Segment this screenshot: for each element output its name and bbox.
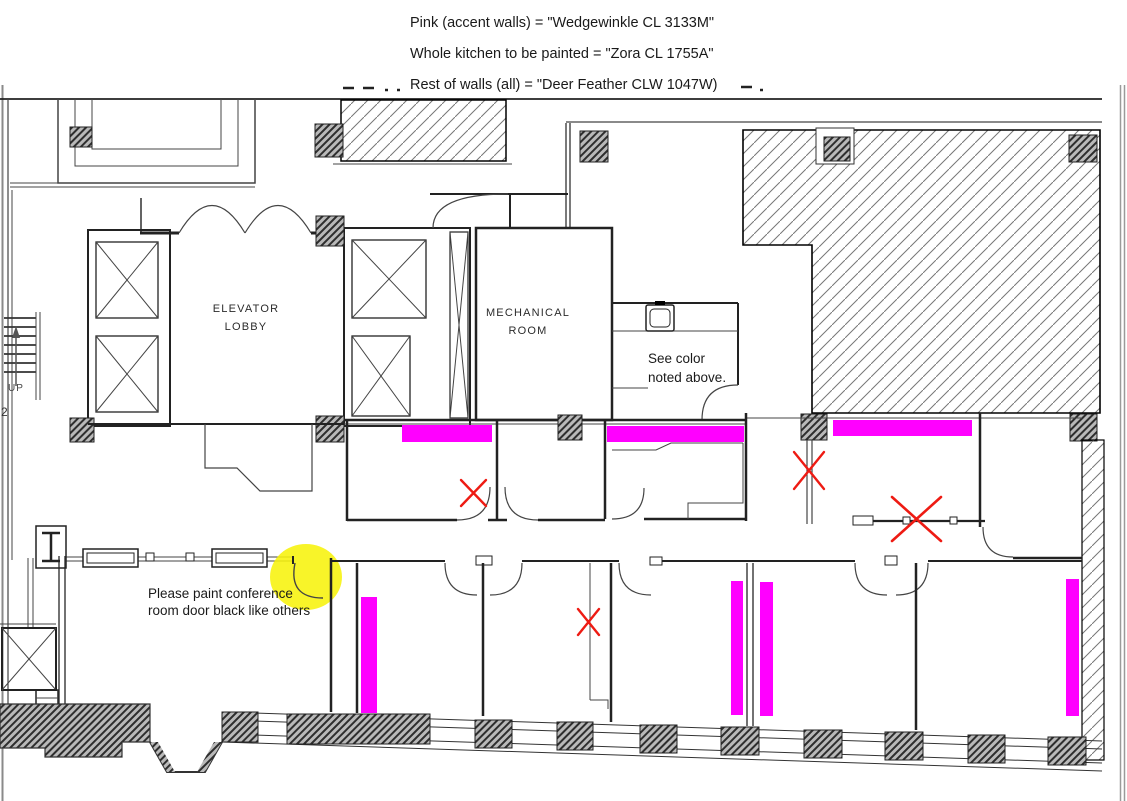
sink-icon (646, 301, 674, 331)
kitchen-color-note: noted above. (648, 370, 727, 385)
shaft (2, 628, 56, 690)
kitchen (612, 301, 738, 420)
kitchen-color-note: See color (648, 351, 706, 366)
column (1069, 135, 1097, 162)
column (580, 131, 608, 162)
hatched-area (341, 100, 506, 161)
counter-outline (688, 443, 743, 519)
paint-note-kitchen: Whole kitchen to be painted = "Zora CL 1755A" (410, 46, 714, 62)
door-arc (612, 488, 644, 519)
hatched-region-right (743, 128, 1104, 760)
paint-note-walls: Rest of walls (all) = "Deer Feather CLW 1047W) (410, 77, 718, 93)
door-arc (505, 487, 538, 520)
accent-wall-highlight (760, 582, 773, 716)
stairs-up-label: UP (8, 383, 24, 394)
window-wall (0, 704, 1102, 772)
column (824, 137, 850, 161)
room-label-mechanical-room: ROOM (508, 325, 548, 337)
floor-number-label: 2 (1, 405, 8, 419)
room-label-elevator-lobby: LOBBY (224, 321, 268, 333)
paint-notes (343, 15, 763, 93)
i-beam-column (36, 526, 66, 568)
door-arc (433, 194, 508, 228)
column (70, 418, 94, 442)
column (558, 415, 582, 440)
door-arc (896, 563, 928, 595)
door-arc (702, 385, 738, 420)
counter-outline (612, 443, 743, 450)
column (316, 416, 344, 442)
door-arc (619, 563, 651, 595)
door-arc (855, 563, 887, 595)
red-x-mark (578, 609, 599, 635)
accent-wall-highlight (833, 420, 972, 436)
room-label-mechanical-room: MECHANICAL (485, 307, 571, 319)
red-x-mark (461, 480, 486, 506)
conference-door-note: Please paint conference (148, 586, 293, 601)
paint-note-pink: Pink (accent walls) = "Wedgewinkle CL 3133M" (410, 15, 715, 31)
elevator-shaft (352, 240, 426, 318)
accent-wall-highlight (607, 426, 744, 442)
column (316, 216, 344, 246)
stairwell (1, 312, 40, 419)
column (315, 124, 343, 157)
duct-shaft (450, 232, 468, 418)
closet-outline (205, 424, 312, 491)
accent-wall-highlight (731, 581, 743, 715)
red-x-mark (794, 452, 824, 489)
red-x-mark (892, 497, 941, 541)
column (70, 127, 92, 147)
elevator-shaft (96, 242, 158, 318)
elevator-shaft (352, 336, 410, 416)
accent-wall-highlight (361, 597, 377, 713)
elevator-shaft (96, 336, 158, 412)
bottom-offices (28, 544, 1082, 730)
bay-window (150, 742, 222, 772)
conference-door-note: room door black like others (148, 603, 311, 618)
door-arc (490, 563, 522, 595)
window-wall-piers (222, 712, 1086, 765)
door-arc (445, 563, 477, 595)
accent-wall-highlight (1066, 579, 1079, 716)
door-arc (983, 527, 1013, 557)
hatched-band-right (1082, 440, 1104, 760)
accent-wall-highlight (402, 425, 492, 442)
room-label-elevator-lobby: ELEVATOR (212, 303, 280, 315)
lobby-double-doors (140, 198, 318, 233)
glass-front (66, 549, 292, 567)
corridor-accent-walls (344, 415, 1082, 442)
